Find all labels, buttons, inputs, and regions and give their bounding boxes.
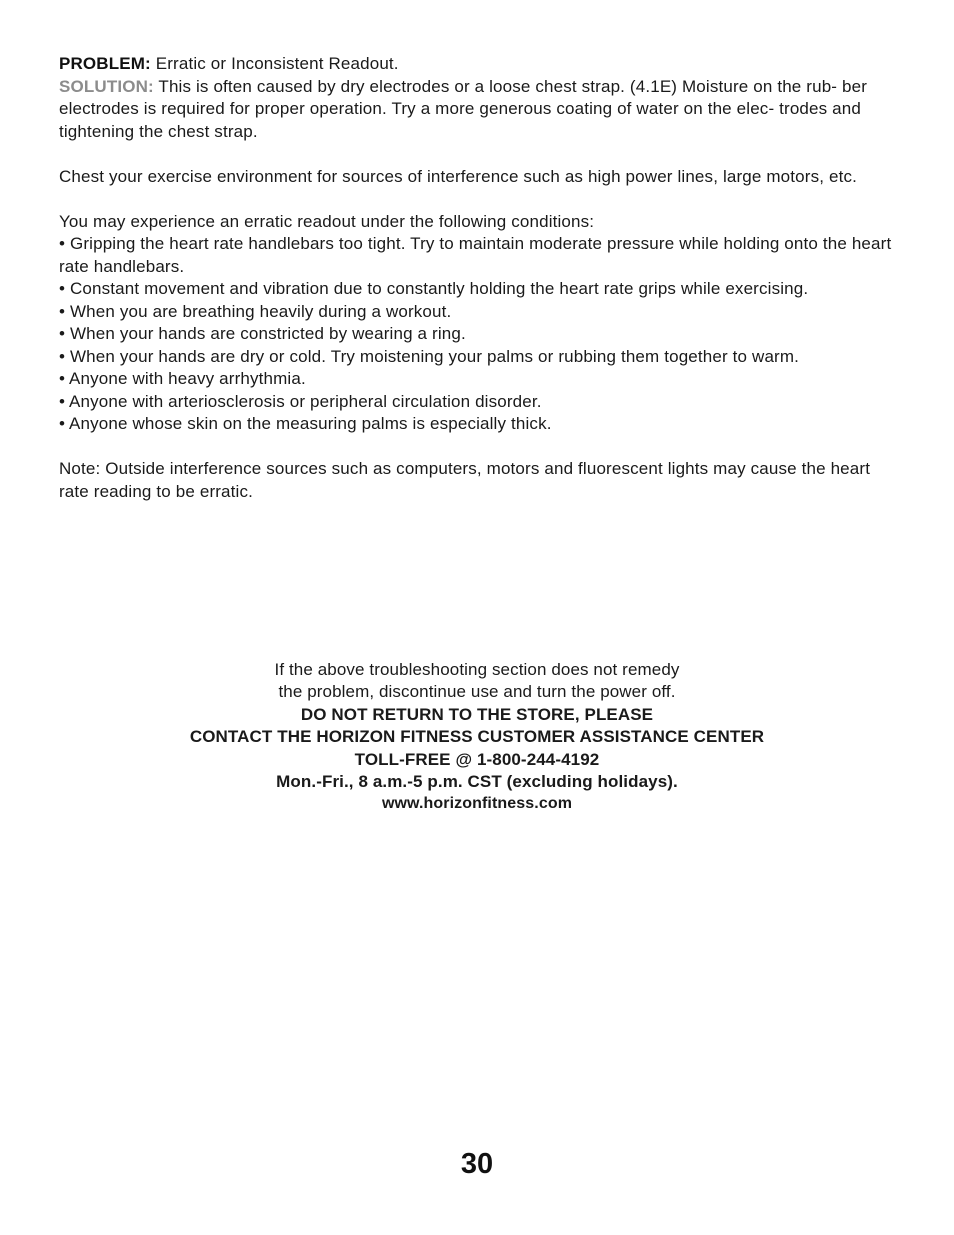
list-item: • Constant movement and vibration due to constantly holding the heart rate grips while exercising.: [59, 279, 809, 298]
toll-free-number: TOLL-FREE @ 1-800-244-4192: [354, 749, 600, 769]
note-paragraph: Note: Outside interference sources such as computers, motors and fluorescent lights may cause the heart rate reading to be erratic.: [59, 459, 871, 501]
business-hours: Mon.-Fri., 8 a.m.-5 p.m. CST (excluding holidays).: [276, 772, 678, 792]
customer-assistance-block: [0, 659, 954, 816]
solution-text: This is often caused by dry electrodes or a loose chest strap. (4.1E) Moisture on the rub- ber electrodes is required for proper operation. Try a more generous coating of water on the elec- trodes and tightening the chest strap.: [59, 76, 868, 141]
list-item: • Gripping the heart rate handlebars too tight. Try to maintain moderate pressure while holding onto the heart rate handlebars.: [59, 234, 892, 276]
solution-paragraph: [59, 76, 899, 144]
spacer: [59, 188, 899, 211]
list-item: • Anyone whose skin on the measuring palms is especially thick.: [59, 414, 552, 433]
conditions-intro: You may experience an erratic readout under the following conditions:: [59, 211, 595, 231]
list-item: • When you are breathing heavily during a workout.: [59, 301, 452, 321]
interference-paragraph: Chest your exercise environment for sources of interference such as high power lines, large motors, etc.: [59, 166, 857, 186]
conditions-list: [59, 233, 899, 436]
page-number: 30: [460, 1148, 494, 1180]
solution-label: SOLUTION:: [59, 76, 154, 96]
website-link[interactable]: www.horizonfitness.com: [381, 795, 573, 813]
problem-label: PROBLEM:: [59, 54, 151, 73]
list-item: • Anyone with heavy arrhythmia.: [59, 369, 306, 388]
troubleshooting-section: [59, 53, 899, 503]
list-item: • Anyone with arteriosclerosis or peripheral circulation disorder.: [59, 391, 542, 411]
contact-line-remedy: If the above troubleshooting section does not remedy: [274, 660, 680, 679]
contact-line-do-not-return: DO NOT RETURN TO THE STORE, PLEASE: [300, 704, 654, 724]
list-item: • When your hands are dry or cold. Try moistening your palms or rubbing them together to warm.: [59, 346, 800, 366]
list-item: • When your hands are constricted by wearing a ring.: [59, 324, 466, 343]
spacer: [59, 436, 899, 459]
contact-line-power-off: the problem, discontinue use and turn the power off.: [278, 682, 676, 702]
contact-line-assistance-center: CONTACT THE HORIZON FITNESS CUSTOMER ASSISTANCE CENTER: [189, 727, 765, 747]
problem-text: Erratic or Inconsistent Readout.: [150, 54, 399, 73]
problem-paragraph: [59, 53, 899, 76]
spacer: [59, 143, 899, 166]
